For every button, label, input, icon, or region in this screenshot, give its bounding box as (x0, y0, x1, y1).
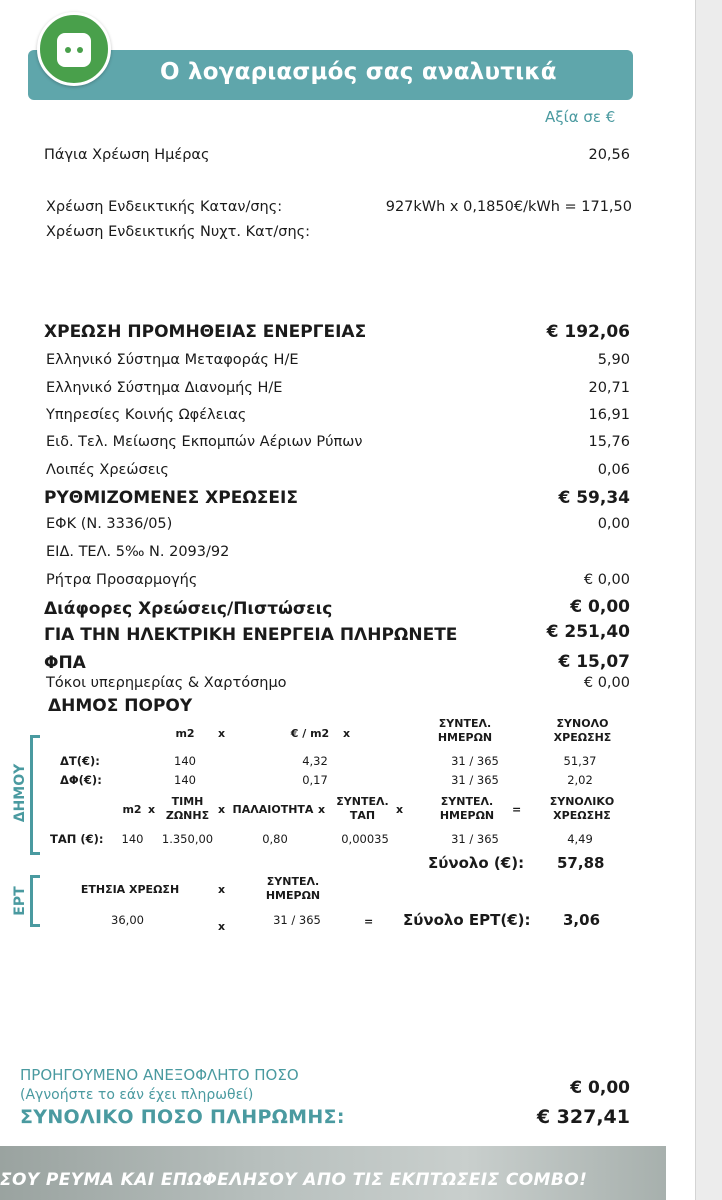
supply-item: Ελληνικό Σύστημα Διανομής Η/Ε (46, 380, 283, 396)
cell-total: 51,37 (563, 754, 597, 768)
municipality-sum-label: Σύνολο (€): (428, 854, 525, 872)
page-edge (695, 0, 722, 1200)
tap-coef: 0,00035 (341, 832, 389, 846)
regulated-item: Ρήτρα Προσαρμογής (46, 572, 198, 588)
ert-side-label: ΕΡΤ (12, 886, 28, 916)
ert-sum-value: 3,06 (563, 911, 601, 929)
vat-label: ΦΠΑ (44, 653, 86, 673)
supply-item: Υπηρεσίες Κοινής Ωφέλειας (46, 407, 247, 423)
municipality-bracket (30, 735, 40, 855)
col-days: ΣΥΝΤΕΛ. ΗΜΕΡΩΝ (439, 795, 495, 822)
col-total: ΣΥΝΟΛΟ ΧΡΕΩΣΗΣ (553, 717, 612, 744)
tap-zone-price: 1.350,00 (161, 832, 214, 846)
mult-sign: x (218, 803, 226, 816)
equals-sign: = (364, 915, 374, 928)
regulated-item: ΕΙΔ. ΤΕΛ. 5‰ Ν. 2093/92 (46, 544, 230, 560)
cell-m2: 140 (174, 754, 196, 768)
value-caption: Αξία σε € (545, 108, 616, 126)
electricity-total-value: € 251,40 (546, 622, 630, 642)
mult-sign: x (218, 883, 226, 896)
electricity-total-label: ΓΙΑ ΤΗΝ ΗΛΕΚΤΡΙΚΗ ΕΝΕΡΓΕΙΑ ΠΛΗΡΩΝΕΤΕ (44, 625, 458, 645)
previous-unpaid-label: ΠΡΟΗΓΟΥΜΕΝΟ ΑΝΕΞΟΦΛΗΤΟ ΠΟΣΟ (20, 1066, 299, 1084)
misc-value: € 0,00 (570, 597, 630, 617)
promo-text: ΣΟΥ ΡΕΥΜΑ ΚΑΙ ΕΠΩΦΕΛΗΣΟΥ ΑΠΟ ΤΙΣ ΕΚΠΤΩΣΕΙΣ COMBO! (0, 1170, 588, 1190)
ert-col-days: ΣΥΝΤΕΛ. ΗΜΕΡΩΝ (265, 875, 321, 902)
tap-days: 31 / 365 (451, 832, 499, 846)
supply-label: ΧΡΕΩΣΗ ΠΡΟΜΗΘΕΙΑΣ ΕΝΕΡΓΕΙΑΣ (44, 322, 367, 342)
equals-sign: = (512, 803, 522, 816)
tap-m2: 140 (121, 832, 144, 846)
row-label: ΔΦ(€): (60, 773, 102, 787)
row-label: ΔΤ(€): (60, 754, 100, 768)
cell-total: 2,02 (567, 773, 593, 787)
col-m2: m2 (175, 727, 195, 740)
daily-fixed-value: 20,56 (588, 147, 630, 163)
mult-sign: x (218, 920, 226, 933)
col-days: ΣΥΝΤΕΛ. ΗΜΕΡΩΝ (437, 717, 493, 744)
mult-sign: x (148, 803, 156, 816)
ert-col-annual: ΕΤΗΣΙΑ ΧΡΕΩΣΗ (80, 883, 180, 896)
mult-sign: x (218, 727, 226, 740)
page-title: Ο λογαριασμός σας αναλυτικά (160, 59, 557, 85)
supply-value: € 192,06 (546, 322, 630, 342)
misc-label: Διάφορες Χρεώσεις/Πιστώσεις (44, 599, 333, 619)
regulated-label: ΡΥΘΜΙΖΟΜΕΝΕΣ ΧΡΕΩΣΕΙΣ (44, 488, 298, 508)
cell-days: 31 / 365 (451, 754, 499, 768)
col-eur-m2: € / m2 (290, 727, 330, 740)
col-total: ΣΥΝΟΛΙΚΟ ΧΡΕΩΣΗΣ (549, 795, 615, 822)
supply-item: Ελληνικό Σύστημα Μεταφοράς Η/Ε (46, 352, 299, 368)
cell-days: 31 / 365 (451, 773, 499, 787)
tap-total: 4,49 (567, 832, 593, 846)
tap-label: ΤΑΠ (€): (50, 832, 104, 846)
supply-item: Ειδ. Τελ. Μείωσης Εκπομπών Αέριων Ρύπων (46, 434, 363, 450)
ert-days: 31 / 365 (273, 913, 321, 927)
col-tap-coef: ΣΥΝΤΕΛ. ΤΑΠ (336, 795, 389, 822)
vat-value: € 15,07 (558, 652, 630, 672)
regulated-item-value: € 0,00 (583, 572, 630, 588)
cell-m2: 140 (174, 773, 196, 787)
cell-rate: 0,17 (302, 773, 328, 787)
daily-fixed-label: Πάγια Χρέωση Ημέρας (44, 147, 210, 163)
ert-annual: 36,00 (111, 913, 144, 927)
supply-item-value: 20,71 (588, 380, 630, 396)
ert-bracket (30, 875, 40, 927)
previous-unpaid-note: (Αγνοήστε το εάν έχει πληρωθεί) (20, 1087, 254, 1103)
mult-sign: x (318, 803, 326, 816)
supply-item-value: 16,91 (588, 407, 630, 423)
ert-sum-label: Σύνολο ΕΡΤ(€): (403, 911, 531, 929)
regulated-item: ΕΦΚ (Ν. 3336/05) (46, 516, 173, 532)
supply-item-value: 15,76 (588, 434, 630, 450)
night-consumption-label: Χρέωση Ενδεικτικής Νυχτ. Κατ/σης: (46, 224, 311, 240)
municipality-sum-value: 57,88 (557, 854, 605, 872)
previous-unpaid-value: € 0,00 (570, 1078, 630, 1098)
col-m2: m2 (122, 803, 142, 816)
supply-item-value: 5,90 (597, 352, 630, 368)
supply-item: Λοιπές Χρεώσεις (46, 462, 169, 478)
grand-total-value: € 327,41 (536, 1106, 630, 1128)
mult-sign: x (396, 803, 404, 816)
interest-value: € 0,00 (583, 675, 630, 691)
power-socket-icon (57, 33, 91, 67)
col-age: ΠΑΛΑΙΟΤΗΤΑ (232, 803, 314, 816)
tap-age: 0,80 (262, 832, 288, 846)
municipality-title: ΔΗΜΟΣ ΠΟΡΟΥ (48, 696, 193, 716)
cell-rate: 4,32 (302, 754, 328, 768)
grand-total-label: ΣΥΝΟΛΙΚΟ ΠΟΣΟ ΠΛΗΡΩΜΗΣ: (20, 1106, 345, 1128)
day-consumption-value: 927kWh x 0,1850€/kWh = 171,50 (385, 199, 632, 215)
supply-item-value: 0,06 (597, 462, 630, 478)
col-zone-price: ΤΙΜΗ ΖΩΝΗΣ (165, 795, 210, 822)
regulated-item-value: 0,00 (597, 516, 630, 532)
mult-sign: x (343, 727, 351, 740)
regulated-value: € 59,34 (558, 488, 630, 508)
interest-label: Τόκοι υπερημερίας & Χαρτόσημο (46, 675, 287, 691)
municipality-side-label: ΔΗΜΟΥ (12, 763, 28, 823)
day-consumption-label: Χρέωση Ενδεικτικής Καταν/σης: (46, 199, 283, 215)
